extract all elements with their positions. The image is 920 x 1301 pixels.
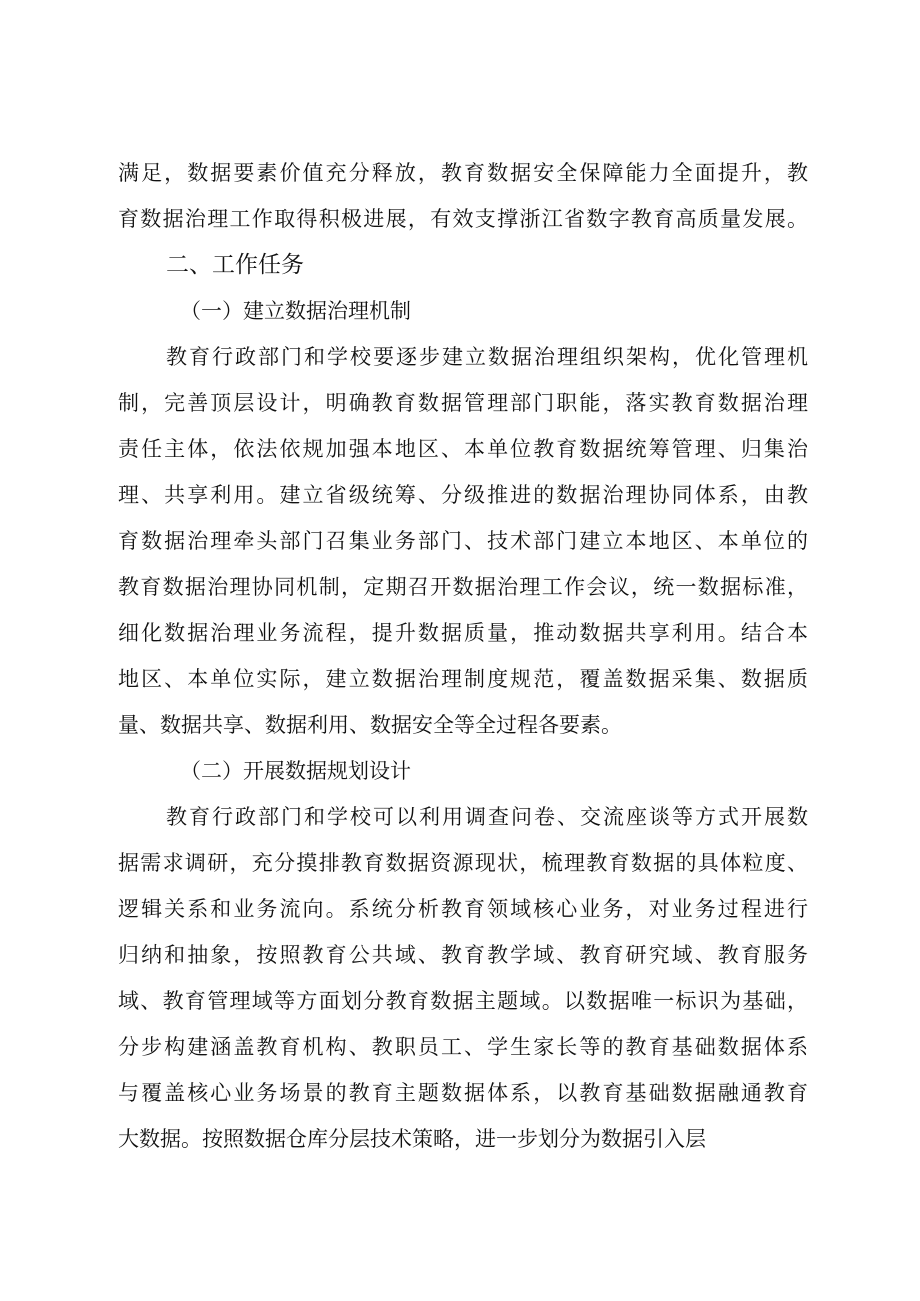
paragraph-line: 育数据治理牵头部门召集业务部门、技术部门建立本地区、本单位的	[118, 529, 808, 553]
paragraph-line: 分步构建涵盖教育机构、教职员工、学生家长等的教育基础数据体系	[118, 1035, 808, 1059]
paragraph-line: 归纳和抽象，按照教育公共域、教育教学域、教育研究域、教育服务	[118, 943, 808, 967]
subsection-title: （一）建立数据治理机制	[180, 299, 411, 323]
paragraph-line: 大数据。按照数据仓库分层技术策略，进一步划分为数据引入层	[118, 1127, 706, 1151]
paragraph-line: 地区、本单位实际，建立数据治理制度规范，覆盖数据采集、数据质	[118, 667, 808, 691]
paragraph-line: 教育数据治理协同机制，定期召开数据治理工作会议，统一数据标准，	[118, 575, 808, 599]
paragraph-line: 满足，数据要素价值充分释放，教育数据安全保障能力全面提升，教	[118, 161, 808, 185]
paragraph-line: 量、数据共享、数据利用、数据安全等全过程各要素。	[118, 713, 622, 737]
paragraph-line: 细化数据治理业务流程，提升数据质量，推动数据共享利用。结合本	[118, 621, 808, 645]
paragraph-line: 逻辑关系和业务流向。系统分析教育领域核心业务，对业务过程进行	[118, 897, 808, 921]
paragraph-line: 教育行政部门和学校可以利用调查问卷、交流座谈等方式开展数	[166, 805, 808, 829]
paragraph-line: 理、共享利用。建立省级统筹、分级推进的数据治理协同体系，由教	[118, 483, 808, 507]
paragraph-line: 制，完善顶层设计，明确教育数据管理部门职能，落实教育数据治理	[118, 391, 808, 415]
section-heading: 二、工作任务	[166, 252, 304, 278]
subsection-title: （二）开展数据规划设计	[180, 759, 411, 783]
paragraph-line: 育数据治理工作取得积极进展，有效支撑浙江省数字教育高质量发展。	[118, 207, 808, 231]
paragraph-line: 责任主体，依法依规加强本地区、本单位教育数据统筹管理、归集治	[118, 437, 808, 461]
paragraph-line: 据需求调研，充分摸排教育数据资源现状，梳理教育数据的具体粒度、	[118, 851, 808, 875]
paragraph-line: 域、教育管理域等方面划分教育数据主题域。以数据唯一标识为基础，	[118, 989, 808, 1013]
paragraph-line: 与覆盖核心业务场景的教育主题数据体系，以教育基础数据融通教育	[118, 1081, 808, 1105]
paragraph-line: 教育行政部门和学校要逐步建立数据治理组织架构，优化管理机	[166, 345, 808, 369]
